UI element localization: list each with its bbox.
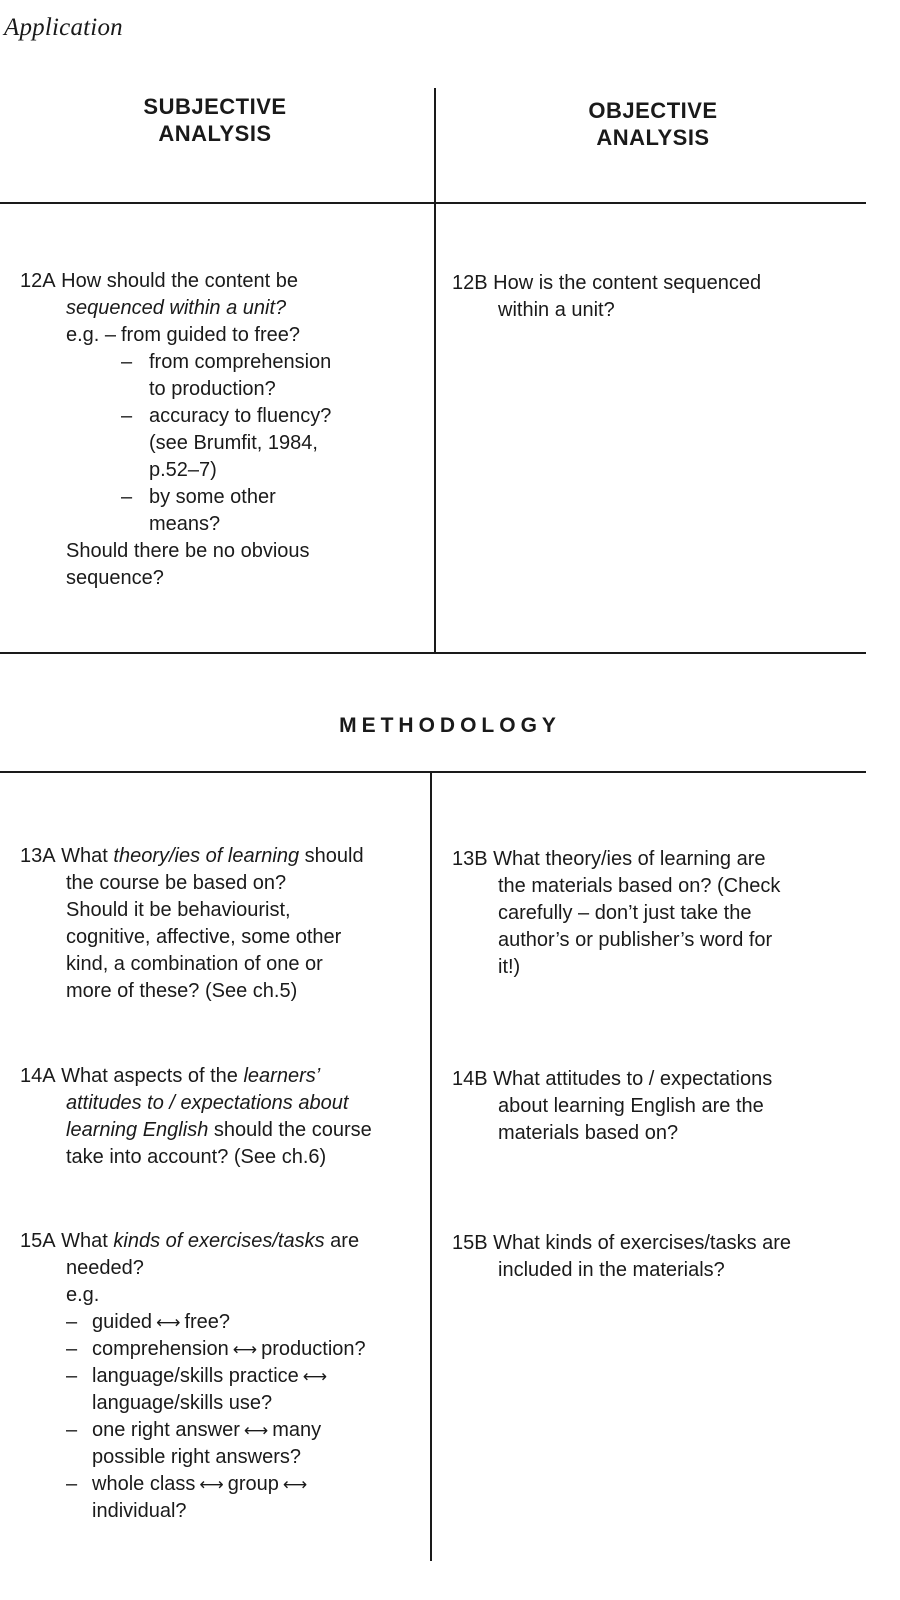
question-14a: 14A What aspects of the learners’ attitudes to / expectations about learning English should the course take into account? (See ch.6) bbox=[20, 1063, 430, 1171]
list-item: – from comprehension to production? bbox=[121, 351, 332, 400]
question-14b bbox=[452, 1066, 872, 1147]
item-number: 12B bbox=[452, 272, 488, 294]
question-12b bbox=[452, 270, 872, 324]
item-emphasis: kinds of exercises/tasks bbox=[113, 1230, 325, 1252]
item-text: about learning English are the materials based on? bbox=[498, 1095, 764, 1144]
section-rule-top bbox=[0, 652, 866, 654]
question-15b bbox=[452, 1230, 872, 1284]
header-rule bbox=[0, 202, 866, 204]
example: from guided to free? bbox=[121, 324, 300, 346]
methodology-heading: METHODOLOGY bbox=[339, 714, 561, 737]
list-item: – guided ⟷ free? bbox=[66, 1309, 430, 1336]
item-tail: Should there be no obvious sequence? bbox=[66, 540, 310, 589]
double-arrow-icon: ⟷ bbox=[282, 1475, 308, 1494]
item-number: 12A bbox=[20, 270, 56, 292]
item-number: 15A bbox=[20, 1230, 56, 1252]
item-text: needed? bbox=[66, 1257, 144, 1279]
list-item: – accuracy to fluency? (see Brumfit, 1984, p.52–7) bbox=[121, 405, 332, 481]
item-number: 14B bbox=[452, 1068, 488, 1090]
item-text: What kinds of exercises/tasks are bbox=[493, 1232, 792, 1254]
heading-line: SUBJECTIVE bbox=[143, 94, 287, 119]
double-arrow-icon: ⟷ bbox=[199, 1475, 224, 1494]
column-divider-bottom bbox=[430, 771, 432, 1561]
heading-line: OBJECTIVE bbox=[588, 98, 718, 123]
item-text: What attitudes to / expectations bbox=[493, 1068, 773, 1090]
item-number: 13A bbox=[20, 845, 56, 867]
item-emphasis: learners’ bbox=[243, 1065, 321, 1087]
heading-line: ANALYSIS bbox=[596, 125, 710, 150]
list-item: – language/skills practice ⟷ language/skills use? bbox=[66, 1363, 430, 1417]
item-text: the materials based on? (Check carefully – don’t just take the author’s or publisher’s word for it!) bbox=[498, 875, 781, 978]
list-item: – whole class ⟷ group ⟷ individual? bbox=[66, 1471, 430, 1525]
item-number: 15B bbox=[452, 1232, 488, 1254]
item-text: What theory/ies of learning are bbox=[493, 848, 766, 870]
heading-line: ANALYSIS bbox=[158, 121, 272, 146]
double-arrow-icon: ⟷ bbox=[243, 1421, 269, 1440]
eg-label: e.g. bbox=[66, 1284, 100, 1306]
item-emphasis: theory/ies of learning bbox=[113, 845, 300, 867]
column-divider-top bbox=[434, 88, 436, 654]
list-item: – comprehension ⟷ production? bbox=[66, 1336, 430, 1363]
double-arrow-icon: ⟷ bbox=[302, 1367, 328, 1386]
list-item: – by some other means? bbox=[121, 486, 276, 535]
list-item: – one right answer ⟷ many possible right answers? bbox=[66, 1419, 322, 1468]
item-number: 14A bbox=[20, 1065, 56, 1087]
question-15a: 15A What kinds of exercises/tasks are needed? e.g. – guided ⟷ free? – comprehension ⟷ production? – language/skills practice ⟷ language/skills use? – one right answer ⟷ many possible right answers? – whole class ⟷ group ⟷ individual? bbox=[20, 1228, 430, 1525]
objective-analysis-heading bbox=[498, 97, 808, 151]
item-text: included in the materials? bbox=[498, 1259, 725, 1281]
section-rule-bottom bbox=[0, 771, 866, 773]
item-text: within a unit? bbox=[498, 299, 615, 321]
item-number: 13B bbox=[452, 848, 488, 870]
example-list bbox=[20, 1309, 430, 1525]
item-emphasis: sequenced within a unit? bbox=[66, 297, 287, 319]
item-text: How should the content be bbox=[61, 270, 298, 292]
example-list bbox=[20, 349, 425, 538]
running-head: Application bbox=[4, 14, 123, 41]
item-text: How is the content sequenced bbox=[493, 272, 762, 294]
eg-label: e.g. – bbox=[66, 324, 117, 346]
item-text: the course be based on? Should it be behaviourist, cognitive, affective, some other kind, a combination of one or more of these? (See ch.5) bbox=[66, 872, 342, 1002]
subjective-analysis-heading bbox=[60, 93, 370, 147]
item-text: attitudes to / expectations about learning English should the course take into account? (See ch.6) bbox=[66, 1092, 372, 1168]
double-arrow-icon: ⟷ bbox=[232, 1340, 258, 1359]
double-arrow-icon: ⟷ bbox=[156, 1313, 181, 1332]
question-12a bbox=[20, 268, 425, 592]
question-13b bbox=[452, 846, 872, 981]
question-13a: 13A What theory/ies of learning should the course be based on? Should it be behaviourist, cognitive, affective, some other kind, a combination of one or more of these? (See ch.5) bbox=[20, 843, 425, 1005]
